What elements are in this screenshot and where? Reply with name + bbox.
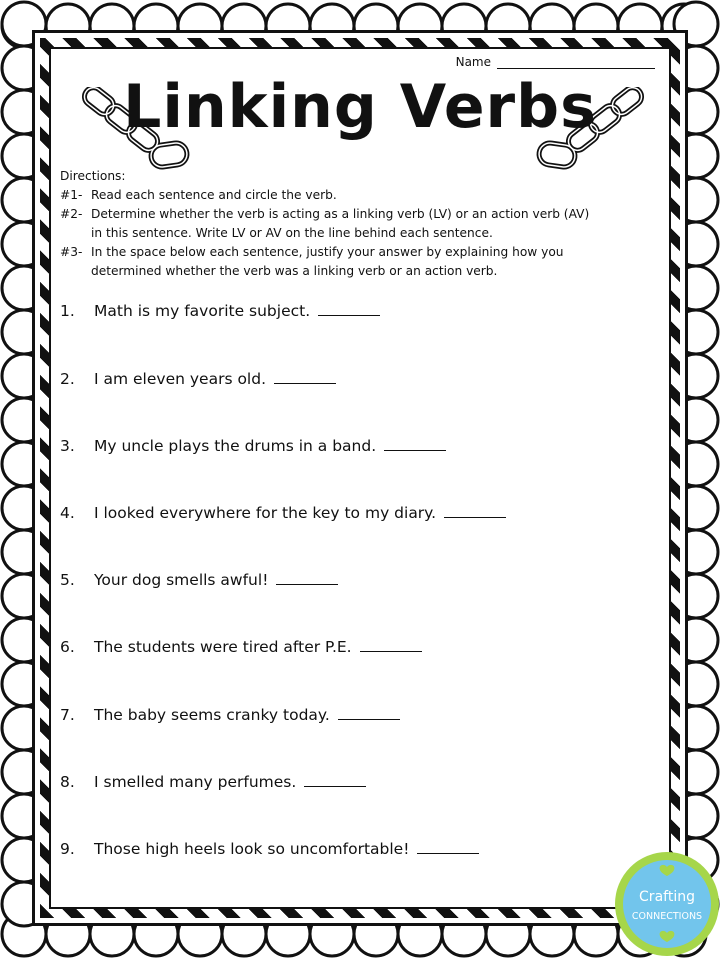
- question-text: My uncle plays the drums in a band.: [94, 437, 377, 455]
- question-text: The students were tired after P.E.: [94, 638, 352, 656]
- name-label: Name: [455, 55, 491, 69]
- direction-text: In the space below each sentence, justify your answer by explaining how you: [91, 245, 564, 259]
- question-text: Those high heels look so uncomfortable!: [94, 840, 410, 858]
- answer-blank[interactable]: [274, 369, 336, 384]
- question-item: [60, 570, 338, 589]
- question-item: [60, 436, 446, 455]
- question-number: 2.: [60, 370, 75, 388]
- worksheet-page: [49, 47, 703, 922]
- question-item: [60, 839, 479, 858]
- answer-blank[interactable]: [304, 772, 366, 787]
- answer-blank[interactable]: [318, 301, 380, 316]
- page-title: Linking Verbs: [123, 72, 597, 142]
- question-number: 6.: [60, 638, 75, 656]
- question-item: [60, 772, 366, 791]
- direction-text-continued: determined whether the verb was a linking verb or an action verb.: [91, 264, 498, 278]
- answer-blank[interactable]: [276, 570, 338, 585]
- question-item: [60, 705, 400, 724]
- question-item: [60, 637, 422, 656]
- direction-text-continued: in this sentence. Write LV or AV on the line behind each sentence.: [91, 226, 493, 240]
- question-number: 5.: [60, 571, 75, 589]
- question-number: 9.: [60, 840, 75, 858]
- name-blank-line[interactable]: [497, 56, 655, 69]
- answer-blank[interactable]: [360, 637, 422, 652]
- direction-number: #2-: [60, 207, 83, 221]
- question-number: 3.: [60, 437, 75, 455]
- question-number: 4.: [60, 504, 75, 522]
- directions-block: [60, 167, 660, 281]
- question-item: [60, 301, 380, 320]
- question-text: I looked everywhere for the key to my diary.: [94, 504, 437, 522]
- answer-blank[interactable]: [444, 503, 506, 518]
- direction-number: #1-: [60, 188, 83, 202]
- logo-line-1: Crafting: [639, 889, 695, 905]
- direction-number: #3-: [60, 245, 83, 259]
- name-field[interactable]: [456, 55, 655, 69]
- answer-blank[interactable]: [417, 839, 479, 854]
- answer-blank[interactable]: [338, 705, 400, 720]
- direction-item: [60, 186, 660, 205]
- question-text: The baby seems cranky today.: [94, 706, 330, 724]
- question-item: [60, 503, 506, 522]
- question-text: I am eleven years old.: [94, 370, 266, 388]
- question-text: Your dog smells awful!: [94, 571, 269, 589]
- question-text: Math is my favorite subject.: [94, 302, 311, 320]
- direction-text: Determine whether the verb is acting as a linking verb (LV) or an action verb (AV): [91, 207, 590, 221]
- direction-text: Read each sentence and circle the verb.: [91, 188, 337, 202]
- crafting-connections-logo: [614, 851, 720, 957]
- direction-item: [60, 205, 660, 224]
- question-number: 1.: [60, 302, 75, 320]
- question-item: [60, 369, 336, 388]
- question-number: 8.: [60, 773, 75, 791]
- question-text: I smelled many perfumes.: [94, 773, 297, 791]
- logo-line-2: CONNECTIONS: [631, 911, 703, 922]
- direction-item: [60, 243, 660, 262]
- question-number: 7.: [60, 706, 75, 724]
- directions-label: Directions:: [60, 169, 126, 183]
- answer-blank[interactable]: [384, 436, 446, 451]
